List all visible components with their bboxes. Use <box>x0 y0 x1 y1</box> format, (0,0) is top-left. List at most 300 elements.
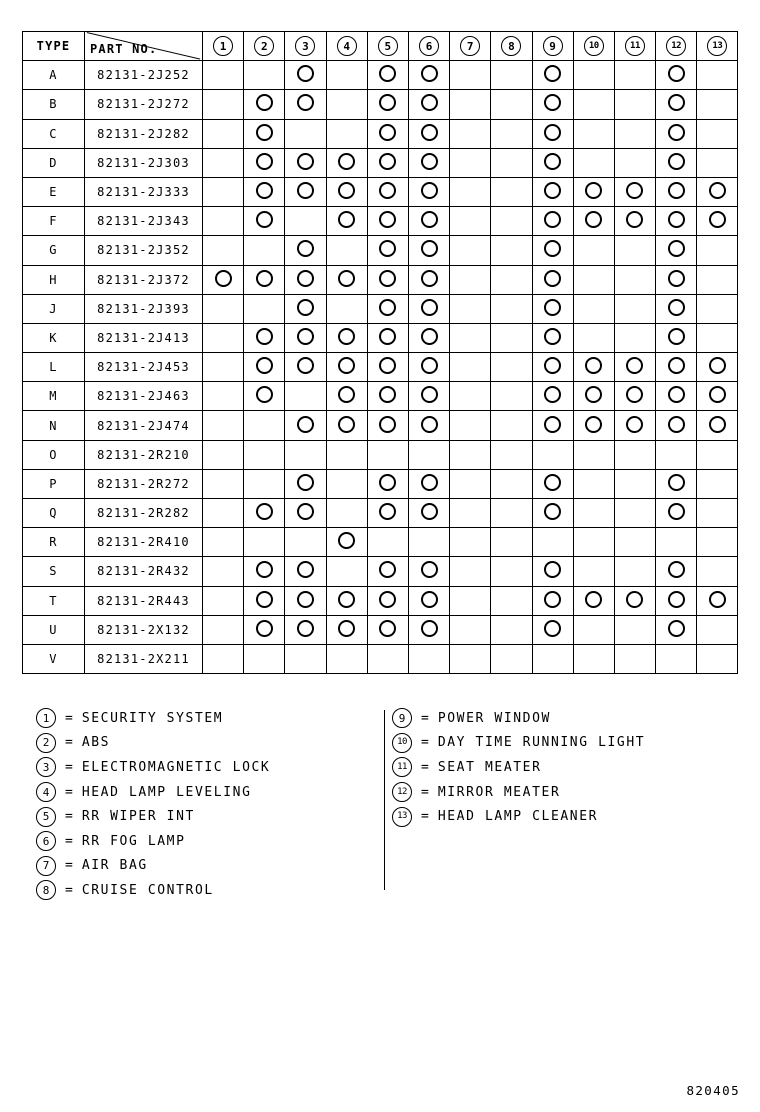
mark-cell-filled <box>285 353 326 382</box>
mark-cell-filled <box>408 148 449 177</box>
circle-mark-icon <box>215 270 232 287</box>
circled-number-6-icon: 6 <box>419 36 439 56</box>
legend-item <box>392 804 645 829</box>
mark-cell-filled <box>408 586 449 615</box>
mark-cell-filled <box>244 323 285 352</box>
mark-cell-filled <box>326 382 367 411</box>
mark-cell-empty <box>450 265 491 294</box>
circled-number-11-icon: 11 <box>392 757 412 777</box>
option-column-header-3 <box>285 32 326 61</box>
circle-mark-icon <box>338 591 355 608</box>
mark-cell-empty <box>697 323 738 352</box>
mark-cell-empty <box>491 440 532 469</box>
legend-item <box>36 878 270 903</box>
circle-mark-icon <box>668 270 685 287</box>
type-cell: K <box>23 323 85 352</box>
circled-number-7-icon: 7 <box>460 36 480 56</box>
mark-cell-filled <box>285 236 326 265</box>
mark-cell-empty <box>450 499 491 528</box>
mark-cell-empty <box>244 236 285 265</box>
table-header-row <box>23 32 738 61</box>
mark-cell-empty <box>450 644 491 673</box>
table-row <box>23 499 738 528</box>
mark-cell-filled <box>326 265 367 294</box>
mark-cell-filled <box>408 382 449 411</box>
part-number-cell: 82131-2J463 <box>85 382 203 411</box>
legend-item-label: HEAD LAMP CLEANER <box>437 809 599 825</box>
mark-cell-filled <box>367 411 408 440</box>
mark-cell-empty <box>285 440 326 469</box>
mark-cell-filled <box>367 586 408 615</box>
mark-cell-filled <box>326 586 367 615</box>
circle-mark-icon <box>421 240 438 257</box>
type-cell: B <box>23 90 85 119</box>
legend-item <box>392 706 645 731</box>
mark-cell-empty <box>450 207 491 236</box>
mark-cell-empty <box>532 440 573 469</box>
mark-cell-filled <box>367 265 408 294</box>
type-cell: H <box>23 265 85 294</box>
mark-cell-filled <box>408 294 449 323</box>
option-column-header-5 <box>367 32 408 61</box>
circle-mark-icon <box>668 416 685 433</box>
mark-cell-filled <box>573 207 614 236</box>
circle-mark-icon <box>544 65 561 82</box>
legend-item-label: SEAT MEATER <box>437 759 542 775</box>
mark-cell-empty <box>697 61 738 90</box>
type-cell: P <box>23 469 85 498</box>
mark-cell-filled <box>244 557 285 586</box>
mark-cell-empty <box>203 353 244 382</box>
mark-cell-empty <box>573 61 614 90</box>
mark-cell-empty <box>326 119 367 148</box>
table-row <box>23 61 738 90</box>
mark-cell-empty <box>697 499 738 528</box>
legend-item-label: POWER WINDOW <box>437 710 551 726</box>
mark-cell-filled <box>408 499 449 528</box>
circled-number-13-icon: 13 <box>707 36 727 56</box>
mark-cell-empty <box>450 119 491 148</box>
circled-number-8-icon: 8 <box>36 880 56 900</box>
mark-cell-filled <box>656 294 697 323</box>
part-number-cell: 82131-2X211 <box>85 644 203 673</box>
part-number-cell: 82131-2R432 <box>85 557 203 586</box>
mark-cell-filled <box>367 323 408 352</box>
table-row <box>23 177 738 206</box>
mark-cell-empty <box>491 207 532 236</box>
mark-cell-filled <box>532 148 573 177</box>
circle-mark-icon <box>668 328 685 345</box>
circle-mark-icon <box>256 620 273 637</box>
mark-cell-empty <box>491 615 532 644</box>
mark-cell-filled <box>285 265 326 294</box>
circle-mark-icon <box>544 474 561 491</box>
circle-mark-icon <box>297 561 314 578</box>
table-body <box>23 61 738 674</box>
type-cell: J <box>23 294 85 323</box>
mark-cell-empty <box>491 265 532 294</box>
type-cell: S <box>23 557 85 586</box>
option-column-header-7 <box>450 32 491 61</box>
part-number-cell: 82131-2J372 <box>85 265 203 294</box>
table-row <box>23 207 738 236</box>
mark-cell-filled <box>532 236 573 265</box>
circle-mark-icon <box>421 503 438 520</box>
mark-cell-filled <box>656 323 697 352</box>
mark-cell-filled <box>656 557 697 586</box>
part-number-cell: 82131-2J453 <box>85 353 203 382</box>
mark-cell-filled <box>532 586 573 615</box>
circle-mark-icon <box>668 240 685 257</box>
part-number-cell: 82131-2J333 <box>85 177 203 206</box>
mark-cell-empty <box>491 411 532 440</box>
mark-cell-empty <box>285 119 326 148</box>
legend-equals-sign: = <box>65 710 73 726</box>
mark-cell-filled <box>573 177 614 206</box>
legend-item <box>392 755 645 780</box>
circle-mark-icon <box>544 182 561 199</box>
circle-mark-icon <box>709 591 726 608</box>
circle-mark-icon <box>421 270 438 287</box>
legend-item-label: RR FOG LAMP <box>81 833 186 849</box>
mark-cell-filled <box>614 411 655 440</box>
legend-equals-sign: = <box>65 759 73 775</box>
mark-cell-filled <box>367 236 408 265</box>
mark-cell-empty <box>244 469 285 498</box>
mark-cell-empty <box>408 528 449 557</box>
mark-cell-empty <box>491 644 532 673</box>
circle-mark-icon <box>544 591 561 608</box>
circle-mark-icon <box>421 211 438 228</box>
mark-cell-filled <box>244 615 285 644</box>
type-cell: T <box>23 586 85 615</box>
circle-mark-icon <box>668 503 685 520</box>
mark-cell-empty <box>450 323 491 352</box>
mark-cell-empty <box>408 440 449 469</box>
mark-cell-filled <box>367 294 408 323</box>
mark-cell-empty <box>614 528 655 557</box>
circle-mark-icon <box>256 357 273 374</box>
option-column-header-6 <box>408 32 449 61</box>
mark-cell-empty <box>697 148 738 177</box>
part-number-cell: 82131-2J252 <box>85 61 203 90</box>
mark-cell-empty <box>203 644 244 673</box>
circle-mark-icon <box>256 503 273 520</box>
mark-cell-filled <box>326 148 367 177</box>
legend-equals-sign: = <box>65 735 73 751</box>
type-cell: L <box>23 353 85 382</box>
table-row <box>23 644 738 673</box>
table-row <box>23 90 738 119</box>
circle-mark-icon <box>544 240 561 257</box>
circle-mark-icon <box>379 153 396 170</box>
parts-table-container <box>22 31 738 674</box>
mark-cell-filled <box>367 61 408 90</box>
mark-cell-empty <box>244 440 285 469</box>
mark-cell-empty <box>614 440 655 469</box>
parts-application-table <box>22 31 738 674</box>
table-row <box>23 236 738 265</box>
mark-cell-empty <box>285 528 326 557</box>
circle-mark-icon <box>297 357 314 374</box>
circle-mark-icon <box>585 386 602 403</box>
circle-mark-icon <box>668 182 685 199</box>
mark-cell-empty <box>491 148 532 177</box>
mark-cell-empty <box>491 119 532 148</box>
mark-cell-empty <box>697 265 738 294</box>
mark-cell-filled <box>532 353 573 382</box>
circled-number-3-icon: 3 <box>295 36 315 56</box>
part-number-cell: 82131-2J272 <box>85 90 203 119</box>
part-number-cell: 82131-2R282 <box>85 499 203 528</box>
circle-mark-icon <box>379 240 396 257</box>
circled-number-10-icon: 10 <box>584 36 604 56</box>
mark-cell-empty <box>326 294 367 323</box>
circle-mark-icon <box>256 270 273 287</box>
legend-item-label: ABS <box>81 735 111 751</box>
mark-cell-filled <box>656 61 697 90</box>
legend-equals-sign: = <box>421 759 429 775</box>
mark-cell-empty <box>697 440 738 469</box>
legend-equals-sign: = <box>65 882 73 898</box>
circle-mark-icon <box>297 299 314 316</box>
circle-mark-icon <box>668 211 685 228</box>
mark-cell-empty <box>203 148 244 177</box>
mark-cell-filled <box>656 119 697 148</box>
mark-cell-filled <box>285 294 326 323</box>
circle-mark-icon <box>668 561 685 578</box>
mark-cell-filled <box>326 615 367 644</box>
mark-cell-empty <box>450 236 491 265</box>
mark-cell-filled <box>285 586 326 615</box>
mark-cell-filled <box>408 615 449 644</box>
legend-column-right <box>392 706 645 829</box>
mark-cell-filled <box>285 615 326 644</box>
mark-cell-empty <box>326 469 367 498</box>
mark-cell-empty <box>203 294 244 323</box>
mark-cell-filled <box>408 236 449 265</box>
option-column-header-1 <box>203 32 244 61</box>
mark-cell-empty <box>491 499 532 528</box>
circle-mark-icon <box>379 65 396 82</box>
circle-mark-icon <box>421 328 438 345</box>
legend-equals-sign: = <box>65 784 73 800</box>
circle-mark-icon <box>338 211 355 228</box>
type-cell: O <box>23 440 85 469</box>
circle-mark-icon <box>256 328 273 345</box>
table-row <box>23 615 738 644</box>
circle-mark-icon <box>626 386 643 403</box>
circle-mark-icon <box>626 416 643 433</box>
circle-mark-icon <box>544 561 561 578</box>
circle-mark-icon <box>256 94 273 111</box>
circle-mark-icon <box>585 182 602 199</box>
mark-cell-empty <box>408 644 449 673</box>
table-row <box>23 148 738 177</box>
mark-cell-empty <box>697 119 738 148</box>
mark-cell-filled <box>408 61 449 90</box>
mark-cell-empty <box>573 528 614 557</box>
circle-mark-icon <box>585 357 602 374</box>
mark-cell-empty <box>656 440 697 469</box>
mark-cell-empty <box>614 61 655 90</box>
circle-mark-icon <box>709 386 726 403</box>
mark-cell-filled <box>367 148 408 177</box>
mark-cell-empty <box>203 119 244 148</box>
mark-cell-empty <box>491 469 532 498</box>
circle-mark-icon <box>668 153 685 170</box>
circle-mark-icon <box>338 386 355 403</box>
mark-cell-empty <box>573 644 614 673</box>
mark-cell-filled <box>697 586 738 615</box>
part-number-cell: 82131-2J343 <box>85 207 203 236</box>
mark-cell-empty <box>244 644 285 673</box>
mark-cell-empty <box>203 586 244 615</box>
type-cell: V <box>23 644 85 673</box>
circle-mark-icon <box>626 591 643 608</box>
legend-equals-sign: = <box>421 710 429 726</box>
mark-cell-filled <box>367 557 408 586</box>
mark-cell-empty <box>614 119 655 148</box>
table-row <box>23 528 738 557</box>
part-number-cell: 82131-2J474 <box>85 411 203 440</box>
circle-mark-icon <box>256 182 273 199</box>
mark-cell-empty <box>450 294 491 323</box>
mark-cell-filled <box>244 90 285 119</box>
legend-item-label: AIR BAG <box>81 858 148 874</box>
table-row <box>23 353 738 382</box>
table-row <box>23 586 738 615</box>
mark-cell-empty <box>697 557 738 586</box>
circle-mark-icon <box>544 328 561 345</box>
circle-mark-icon <box>421 182 438 199</box>
mark-cell-empty <box>450 382 491 411</box>
type-cell: R <box>23 528 85 557</box>
mark-cell-empty <box>326 440 367 469</box>
mark-cell-filled <box>532 382 573 411</box>
mark-cell-filled <box>285 557 326 586</box>
mark-cell-filled <box>326 177 367 206</box>
mark-cell-empty <box>203 469 244 498</box>
mark-cell-empty <box>326 557 367 586</box>
part-number-cell: 82131-2J282 <box>85 119 203 148</box>
mark-cell-filled <box>614 586 655 615</box>
circle-mark-icon <box>668 474 685 491</box>
circle-mark-icon <box>338 416 355 433</box>
mark-cell-empty <box>491 353 532 382</box>
mark-cell-empty <box>697 615 738 644</box>
mark-cell-filled <box>326 207 367 236</box>
circle-mark-icon <box>668 620 685 637</box>
mark-cell-empty <box>203 323 244 352</box>
mark-cell-empty <box>450 469 491 498</box>
mark-cell-filled <box>697 411 738 440</box>
mark-cell-empty <box>285 644 326 673</box>
mark-cell-filled <box>367 615 408 644</box>
type-cell: M <box>23 382 85 411</box>
mark-cell-empty <box>614 236 655 265</box>
mark-cell-filled <box>656 411 697 440</box>
table-row <box>23 557 738 586</box>
legend-column-left <box>36 706 270 903</box>
mark-cell-filled <box>656 586 697 615</box>
circle-mark-icon <box>338 182 355 199</box>
mark-cell-empty <box>491 236 532 265</box>
circled-number-5-icon: 5 <box>378 36 398 56</box>
mark-cell-empty <box>532 528 573 557</box>
mark-cell-filled <box>656 236 697 265</box>
circle-mark-icon <box>379 561 396 578</box>
circle-mark-icon <box>544 270 561 287</box>
legend-item-label: SECURITY SYSTEM <box>81 710 224 726</box>
circle-mark-icon <box>379 299 396 316</box>
type-cell: C <box>23 119 85 148</box>
mark-cell-empty <box>450 61 491 90</box>
circle-mark-icon <box>379 94 396 111</box>
mark-cell-filled <box>656 382 697 411</box>
mark-cell-filled <box>573 411 614 440</box>
mark-cell-filled <box>408 90 449 119</box>
mark-cell-filled <box>697 353 738 382</box>
circle-mark-icon <box>338 532 355 549</box>
circle-mark-icon <box>668 299 685 316</box>
mark-cell-empty <box>203 411 244 440</box>
mark-cell-filled <box>408 265 449 294</box>
type-cell: N <box>23 411 85 440</box>
option-column-header-9 <box>532 32 573 61</box>
mark-cell-filled <box>367 469 408 498</box>
mark-cell-empty <box>697 469 738 498</box>
option-column-header-8 <box>491 32 532 61</box>
mark-cell-empty <box>450 528 491 557</box>
circle-mark-icon <box>668 591 685 608</box>
mark-cell-empty <box>450 586 491 615</box>
mark-cell-filled <box>285 411 326 440</box>
circled-number-3-icon: 3 <box>36 757 56 777</box>
mark-cell-empty <box>573 236 614 265</box>
legend-item-label: DAY TIME RUNNING LIGHT <box>437 735 646 751</box>
circle-mark-icon <box>256 124 273 141</box>
circle-mark-icon <box>338 357 355 374</box>
part-number-cell: 82131-2J413 <box>85 323 203 352</box>
table-header <box>23 32 738 61</box>
mark-cell-filled <box>285 90 326 119</box>
circle-mark-icon <box>668 65 685 82</box>
mark-cell-filled <box>532 411 573 440</box>
mark-cell-empty <box>203 382 244 411</box>
mark-cell-filled <box>656 90 697 119</box>
table-row <box>23 294 738 323</box>
circled-number-7-icon: 7 <box>36 856 56 876</box>
circle-mark-icon <box>256 211 273 228</box>
mark-cell-filled <box>244 382 285 411</box>
circle-mark-icon <box>297 591 314 608</box>
mark-cell-filled <box>244 207 285 236</box>
mark-cell-filled <box>326 353 367 382</box>
mark-cell-empty <box>450 148 491 177</box>
drawing-reference-code: 820405 <box>686 1083 740 1098</box>
circle-mark-icon <box>297 328 314 345</box>
circle-mark-icon <box>338 328 355 345</box>
legend-item-label: ELECTROMAGNETIC LOCK <box>81 759 271 775</box>
mark-cell-filled <box>285 61 326 90</box>
mark-cell-filled <box>532 90 573 119</box>
option-column-header-13 <box>697 32 738 61</box>
option-column-header-12 <box>656 32 697 61</box>
mark-cell-empty <box>614 615 655 644</box>
mark-cell-empty <box>244 411 285 440</box>
mark-cell-empty <box>656 528 697 557</box>
